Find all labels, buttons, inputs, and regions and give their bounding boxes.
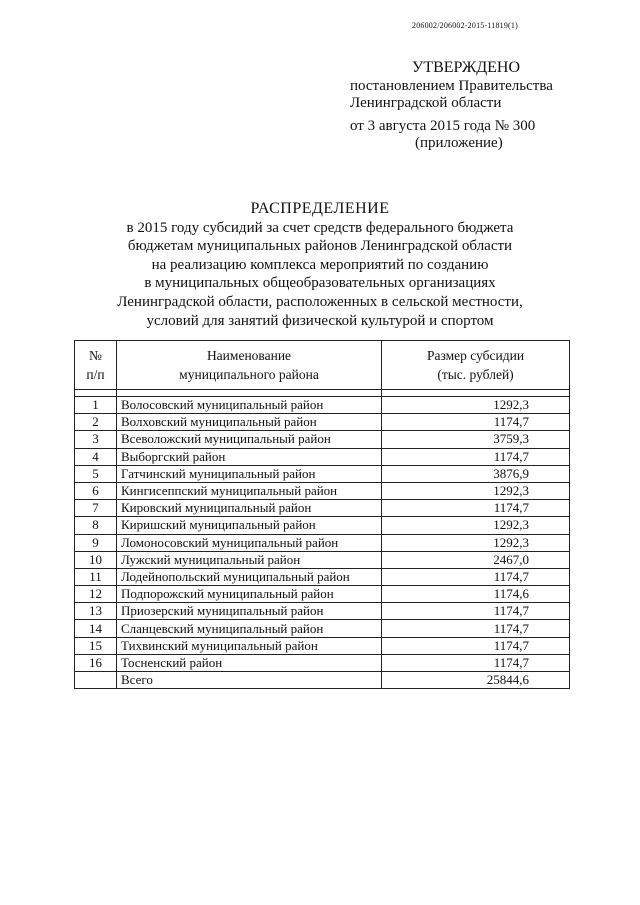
table-row: [75, 431, 570, 448]
document-id: 206002/206002-2015-11819(1): [412, 21, 518, 30]
row-subsidy-value: 1174,7: [382, 654, 570, 671]
row-number: 16: [75, 654, 117, 671]
approval-line-3: от 3 августа 2015 года № 300: [350, 118, 536, 134]
header-number-line-2: п/п: [86, 367, 105, 382]
row-subsidy-value: 1292,3: [382, 517, 570, 534]
table-row: [75, 500, 570, 517]
document-heading: [60, 200, 580, 330]
approval-line-1: постановлением Правительства: [350, 78, 553, 94]
total-row: [75, 672, 570, 689]
header-name-line-2: муниципального района: [179, 367, 319, 382]
header-name-line-1: Наименование: [206, 348, 292, 363]
row-number: 13: [75, 603, 117, 620]
heading-line: в муниципальных общеобразовательных организациях: [144, 275, 496, 292]
row-number: 6: [75, 482, 117, 499]
total-number-cell: [75, 672, 117, 689]
row-district-name: Лодейнопольский муниципальный район: [117, 568, 382, 585]
row-district-name: Подпорожский муниципальный район: [117, 586, 382, 603]
row-district-name: Всеволожский муниципальный район: [117, 431, 382, 448]
row-subsidy-value: 1174,6: [382, 586, 570, 603]
row-subsidy-value: 1292,3: [382, 534, 570, 551]
distribution-table: [74, 340, 570, 689]
heading-line: условий для занятий физической культурой и спортом: [146, 312, 494, 329]
row-district-name: Кировский муниципальный район: [117, 500, 382, 517]
table-row: [75, 414, 570, 431]
row-number: 10: [75, 551, 117, 568]
row-number: 15: [75, 637, 117, 654]
row-subsidy-value: 1174,7: [382, 500, 570, 517]
row-district-name: Гатчинский муниципальный район: [117, 465, 382, 482]
row-subsidy-value: 1174,7: [382, 620, 570, 637]
document-title: РАСПРЕДЕЛЕНИЕ: [250, 200, 390, 217]
row-subsidy-value: 1292,3: [382, 397, 570, 414]
table-row: [75, 586, 570, 603]
header-value: [382, 341, 570, 390]
row-number: 12: [75, 586, 117, 603]
total-value: 25844,6: [382, 672, 570, 689]
row-subsidy-value: 2467,0: [382, 551, 570, 568]
table-row: [75, 637, 570, 654]
row-number: 8: [75, 517, 117, 534]
row-district-name: Приозерский муниципальный район: [117, 603, 382, 620]
row-district-name: Сланцевский муниципальный район: [117, 620, 382, 637]
table-row: [75, 603, 570, 620]
header-number: [75, 341, 117, 390]
row-number: 1: [75, 397, 117, 414]
row-number: 2: [75, 414, 117, 431]
table-header-row: [75, 341, 570, 390]
spacer-row: [75, 390, 570, 397]
row-subsidy-value: 3876,9: [382, 465, 570, 482]
heading-line: Ленинградской области, расположенных в сельской местности,: [117, 293, 523, 310]
table-row: [75, 551, 570, 568]
row-district-name: Волосовский муниципальный район: [117, 397, 382, 414]
approval-title: УТВЕРЖДЕНО: [412, 59, 521, 76]
approval-line-4: (приложение): [415, 135, 503, 151]
row-number: 11: [75, 568, 117, 585]
table-row: [75, 654, 570, 671]
row-district-name: Тосненский район: [117, 654, 382, 671]
approval-line-2: Ленинградской области: [350, 95, 502, 111]
header-value-line-2: (тыс. рублей): [437, 367, 514, 382]
row-number: 9: [75, 534, 117, 551]
row-subsidy-value: 1174,7: [382, 568, 570, 585]
table-row: [75, 517, 570, 534]
table-row: [75, 397, 570, 414]
row-subsidy-value: 1174,7: [382, 414, 570, 431]
row-district-name: Кингисеппский муниципальный район: [117, 482, 382, 499]
header-name: [117, 341, 382, 390]
row-subsidy-value: 1174,7: [382, 448, 570, 465]
table-row: [75, 482, 570, 499]
row-subsidy-value: 1292,3: [382, 482, 570, 499]
table-row: [75, 465, 570, 482]
row-subsidy-value: 3759,3: [382, 431, 570, 448]
row-district-name: Волховский муниципальный район: [117, 414, 382, 431]
row-number: 3: [75, 431, 117, 448]
header-value-line-1: Размер субсидии: [426, 348, 525, 363]
row-subsidy-value: 1174,7: [382, 603, 570, 620]
table-row: [75, 448, 570, 465]
header-number-line-1: №: [89, 348, 102, 363]
heading-line: на реализацию комплекса мероприятий по созданию: [151, 256, 489, 273]
row-district-name: Ломоносовский муниципальный район: [117, 534, 382, 551]
heading-line: в 2015 году субсидий за счет средств федерального бюджета: [126, 219, 514, 236]
row-number: 14: [75, 620, 117, 637]
table-row: [75, 534, 570, 551]
total-label: Всего: [117, 672, 382, 689]
row-district-name: Киришский муниципальный район: [117, 517, 382, 534]
row-number: 4: [75, 448, 117, 465]
table-row: [75, 620, 570, 637]
row-district-name: Тихвинский муниципальный район: [117, 637, 382, 654]
row-number: 7: [75, 500, 117, 517]
heading-line: бюджетам муниципальных районов Ленинградской области: [127, 238, 513, 255]
row-subsidy-value: 1174,7: [382, 637, 570, 654]
row-number: 5: [75, 465, 117, 482]
table-row: [75, 568, 570, 585]
row-district-name: Лужский муниципальный район: [117, 551, 382, 568]
row-district-name: Выборгский район: [117, 448, 382, 465]
